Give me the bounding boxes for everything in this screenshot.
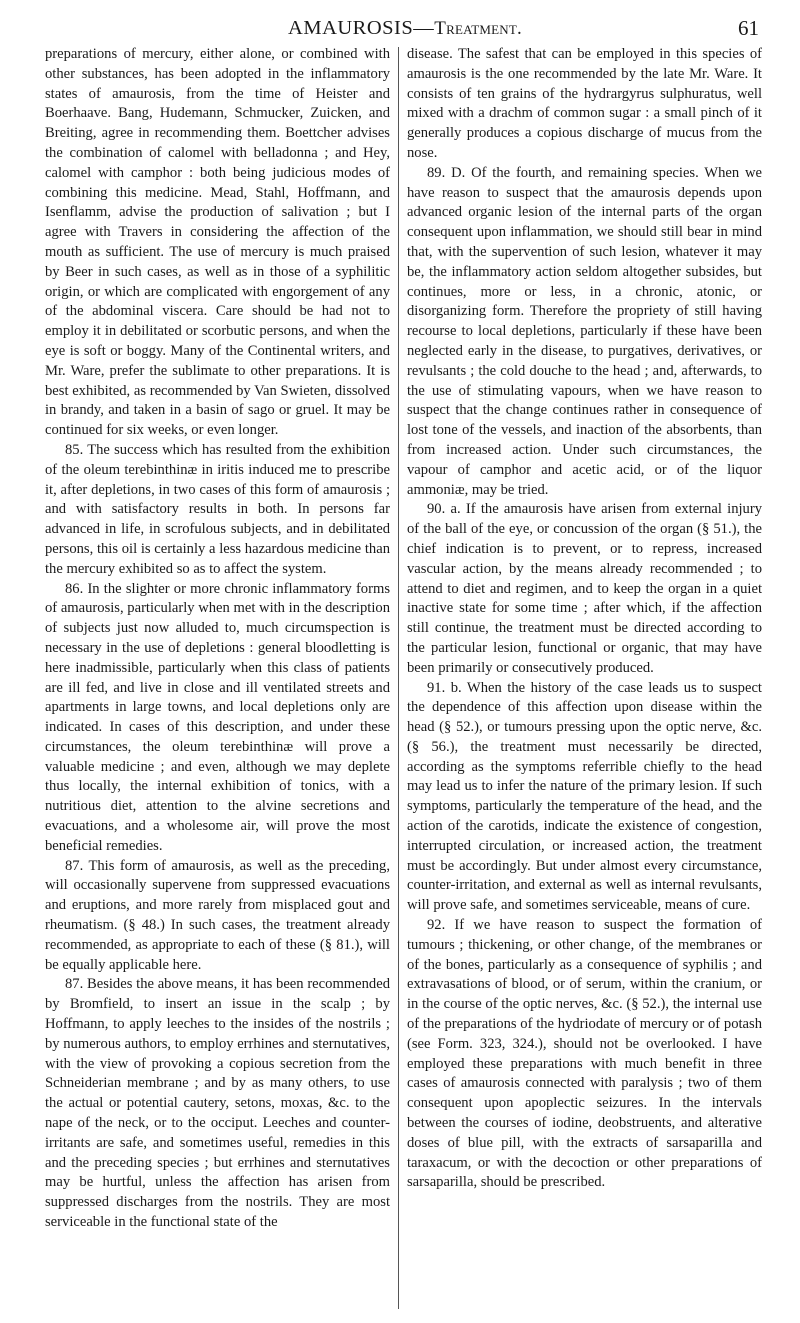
- paragraph-87a: 87. This form of amaurosis, as well as the preceding, will occasionally supervene from suppressed evacuations and eruptions, and more rarely from misplaced gout and rheumatism. (§ 48.) In such cases, the treatment already recommended, as appropriate to each of these (§ 81.), will be equally applicable here.: [45, 857, 390, 973]
- page-number: 61: [738, 16, 759, 40]
- paragraph-85: 85. The success which has resulted from the exhibition of the oleum terebinthinæ in iritis induced me to prescribe it, after depletions, in two cases of this form of amaurosis ; and with satisfactory results in both. In persons far advanced in life, in scrofulous subjects, and in debilitated persons, this oil is certainly a less hazardous medicine than the mercury exhibited so as to affect the system.: [45, 441, 390, 577]
- paragraph-89: 89. D. Of the fourth, and remaining species. When we have reason to suspect that the amaurosis depends upon advanced organic lesion of the internal parts of the organ consequent upon inflammation, we should still bear in mind that, with the supervention of such lesion, whatever it may be, the inflammatory action seldom altogether subsides, but continues, more or less, in a chronic, atonic, or disorganizing form. Therefore the propriety of still having recourse to local depletions, particularly if these have been neglected early in the disease, to purgatives, derivatives, or revulsants ; the cold douche to the head ; and, afterwards, to the use of stimulating vapours, when we have reason to suspect that the change continues rather in consequence of lost tone of the vessels, and inaction of the absorbents, than from increased action. Under such circumstances, the vapour of camphor and acetic acid, or of the liquor ammoniæ, may be tried.: [407, 164, 762, 498]
- left-column: [45, 45, 390, 1310]
- running-title: [45, 12, 765, 45]
- paragraph-continued: preparations of mercury, either alone, or combined with other substances, has been adopted in the inflammatory states of amaurosis, from the time of Heister and Boerhaave. Bang, Hudemann, Schmucker, Zuicken, and Breiting, agree in recommending them. Boettcher advises the combination of calomel with belladonna ; and Hey, calomel with camphor : both being judicious modes of combining this medicine. Mead, Stahl, Hoffmann, and Isenflamm, advise the production of salivation ; but I agree with Travers in considering the affection of the mouth as sufficient. The use of mercury is much praised by Beer in such cases, as well as in those of a syphilitic origin, or which are complicated with engorgement of any of the abdominal viscera. Care should be had not to employ it in debilitated or scorbutic persons, and when the eye is soft or boggy. Many of the Continental writers, and Mr. Ware, prefer the sublimate to other preparations. It is best exhibited, as recommended by Van Swieten, dissolved in brandy, and taken in a basin of sago or gruel. It may be continued for six weeks, or even longer.: [45, 46, 390, 439]
- right-column: [407, 45, 762, 1310]
- column-divider: [398, 47, 399, 1309]
- title-sub: Treatment.: [434, 18, 522, 39]
- title-main: AMAUROSIS: [288, 17, 414, 39]
- running-header: [45, 12, 765, 44]
- paragraph-continued-right: disease. The safest that can be employed in this species of amaurosis is the one recommended by the late Mr. Ware. It consists of ten grains of the hydrargyrus sulphuratus, well mixed with a drachm of common sugar : a small pinch of it generally produces a copious discharge of mucus from the nose.: [407, 46, 762, 161]
- paragraph-92: 92. If we have reason to suspect the formation of tumours ; thickening, or other change, of the membranes or of the bones, particularly as a consequence of syphilis ; and extravasations of blood, or of serum, within the cranium, or in the course of the optic nerves, &c. (§ 52.), the internal use of the preparations of the hydriodate of mercury or of potash (see Form. 323, 324.), should not be overlooked. I have employed these preparations with much benefit in three cases of amaurosis connected with paralysis ; two of them consequent upon apoplectic seizures. In the intervals between the courses of iodine, deobstruents, and alterative doses of blue pill, with the extracts of sarsaparilla and taraxacum, or with the decoction or other preparations of sarsaparilla, should be prescribed.: [407, 917, 762, 1191]
- title-separator: —: [413, 17, 435, 39]
- paragraph-86: 86. In the slighter or more chronic inflammatory forms of amaurosis, particularly when met with in the description of subjects just now alluded to, much circumspection is necessary in the use of depletions : general bloodletting is here inadmissible, particularly when this class of patients are ill fed, and live in close and ill ventilated streets and apartments in large towns, and local depletions only are indicated. In cases of this description, and under these circumstances, the oleum terebinthinæ will prove a valuable medicine ; and even, although we may deplete thus locally, the internal exhibition of tonics, with a nutritious diet, attention to the alvine secretions and evacuations, and a wholesome air, will prove the most beneficial remedies.: [45, 580, 390, 854]
- paragraph-90: 90. a. If the amaurosis have arisen from external injury of the ball of the eye, or concussion of the organ (§ 51.), the chief indication is to prevent, or to repress, increased vascular action, by the means already recommended ; to attend to diet and regimen, and to keep the organ in a quiet inactive state for some time ; after which, if the affection still continue, the treatment must be directed according to the particular lesion, functional or organic, that may have been primarily or consecutively produced.: [407, 501, 762, 676]
- paragraph-87b: 87. Besides the above means, it has been recommended by Bromfield, to insert an issue in the scalp ; by Hoffmann, to apply leeches to the insides of the nostrils ; by numerous authors, to employ errhines and sternutatives, with the view of provoking a copious secretion from the Schneiderian membrane ; and by as many others, to use the actual or potential cautery, setons, moxas, &c. to the nape of the neck, or to the occiput. Leeches and counter-irritants are safe, and sometimes useful, remedies in this and the preceding species ; but errhines and sternutatives may be hurtful, unless the affection has arisen from suppressed discharges from the nostrils. They are most serviceable in the functional state of the: [45, 976, 390, 1231]
- paragraph-91: 91. b. When the history of the case leads us to suspect the dependence of this affection upon disease within the head (§ 52.), or tumours pressing upon the optic nerve, &c. (§ 56.), the treatment must necessarily be directed, according as the symptoms referrible chiefly to the head may lead us to infer the nature of the primary lesion. If such symptoms, particularly the temperature of the head, and the action of the carotids, indicate the existence of congestion, interrupted circulation, or increased action, the treatment must be accordingly. But under almost every circumstance, counter-irritation, and external as well as internal revulsants, will prove safe, and sometimes serviceable, means of cure.: [407, 679, 762, 914]
